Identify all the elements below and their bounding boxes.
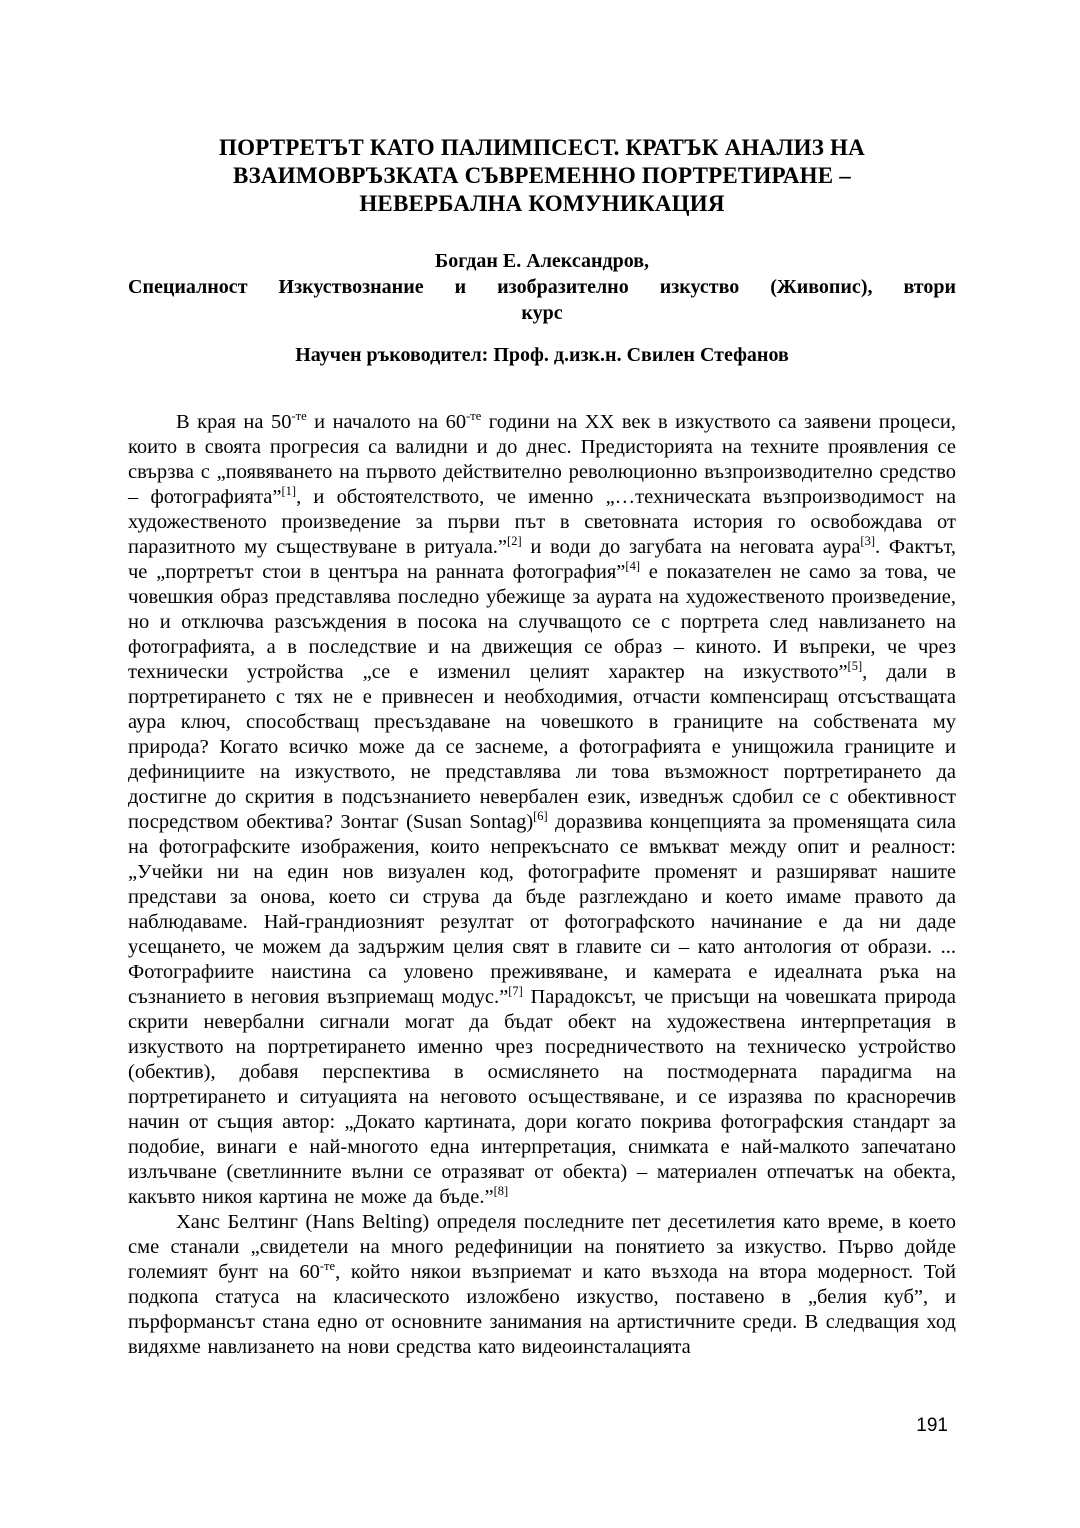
paper-title	[128, 134, 956, 218]
paper-title-line-3: НЕВЕРБАЛНА КОМУНИКАЦИЯ	[359, 191, 725, 216]
paper-body	[128, 410, 956, 1360]
paper-title-line-2: ВЗАИМОВРЪЗКАТА СЪВРЕМЕННО ПОРТРЕТИРАНЕ –	[233, 163, 851, 188]
author-affiliation-line-1: Специалност Изкуствознание и изобразително изкуство (Живопис), втори	[128, 276, 956, 298]
footnote-reference: [4]	[625, 559, 640, 574]
footnote-reference: -те	[291, 409, 307, 424]
footnote-reference: [5]	[847, 659, 863, 674]
body-paragraph: Ханс Белтинг (Hans Belting) определя последните пет десетилетия като време, в което сме станали „свидетели на много редефиниции на понятието за изкуство. Първо дойде големият бунт на $60^{-те}$, който някои възприемат и като възхода на втора модерност. Той подкопа статуса на класическото изложбено изкуство, поставено в „белия куб”, и пърформансът стана едно от основните занимания на артистичните среди. В следващия ход видяхме навлизането на нови средства като видеоинсталацията	[128, 1211, 957, 1358]
footnote-reference: -те	[466, 409, 482, 424]
author-affiliation-line-2: курс	[521, 302, 563, 324]
footnote-reference: [3]	[860, 534, 875, 549]
footnote-reference: [7]	[508, 984, 523, 999]
author-name: Богдан Е. Александров,	[434, 250, 650, 272]
footnote-reference: [8]	[493, 1184, 509, 1199]
supervisor-line: Научен ръководител: Проф. д.изк.н. Свилен Стефанов	[295, 344, 789, 366]
body-paragraph: В края на $50^{-те}$ и началото на $60^{-те}$ години на ХХ век в изкуството са заявени процеси, които в своята прогресия са валидни и до днес. Предисторията на техните проявления се свързва с „появяването на първото действително революционно възпроизводително средство – фотографията”[1], и обстоятелството, че именно „…техническата възпроизводимост на художественото произведение за първи път в световната история го освобождава от паразитното му съществуване в ритуала.”[2] и води до загубата на неговата аура[3]. Фактът, че „портретът стои в центъра на ранната фотография”[4] е показателен не само за това, че човешкия образ представлява последно убежище за аурата на художественото произведение, но и отключва разсъждения в посока на случващото се с портрета след навлизането на фотографията, а в последствие и на движещия се образ – киното. И въпреки, че чрез технически устройства „се е изменил целият характер на изкуството”[5], дали в портретирането с тях не е привнесен и необходимия, отчасти компенсиращ отсъстващата аура ключ, способстващ пресъздаване на човешкото в границите на собствената му природа? Когато всичко може да се заснеме, а фотографията е унищожила границите и дефинициите на изкуството, не представлява ли това възможност портретирането да достигне до скрития в подсъзнанието невербален език, изведнъж сдобил се с обективност посредством обектива? Зонтаг (Susan Sontag)[6] доразвива концепцията за променящата сила на фотографските изображения, които непрекъснато се вмъкват между опит и реалност: „Учейки ни на един нов визуален код, фотографите променят и разширяват нашите представи за онова, което си струва да бъде разглеждано и което имаме правото да наблюдаваме. Най-грандиозният резултат от фотографското начинание е да ни даде усещането, че можем да задържим целия свят в главите си – като антология от образи. ... Фотографиите наистина са уловено преживяване, и камерата е идеалната ръка на съзнанието в неговия възприемащ модус.”[7] Парадоксът, че присъщи на човешката природа скрити невербални сигнали могат да бъдат обект на художествена интерпретация в изкуството на портретирането именно чрез посредничеството на техническо устройство (обектив), добавя перспектива в осмислянето на постмодерната парадигма на портретирането и ситуацията на неговото осъществяване, и се изразява по красноречив начин от същия автор: „Докато картината, дори когато покрива фотографския стандарт за подобие, винаги е най-многото една интерпретация, снимката е най-малкото запечатано излъчване (светлинните вълни се отразяват от обекта) – материален отпечатък на обекта, какъвто никоя картина не може да бъде.”[8]	[128, 409, 956, 1208]
footnote-reference: [1]	[281, 484, 297, 499]
footnote-reference: [6]	[533, 809, 548, 824]
paper-title-line-1: ПОРТРЕТЪТ КАТО ПАЛИМПСЕСТ. КРАТЪК АНАЛИЗ НА	[219, 135, 865, 160]
author-block	[128, 248, 956, 326]
footnote-reference: [2]	[507, 534, 522, 549]
page-number: 191	[916, 1415, 948, 1436]
footnote-reference: -те	[319, 1259, 336, 1274]
